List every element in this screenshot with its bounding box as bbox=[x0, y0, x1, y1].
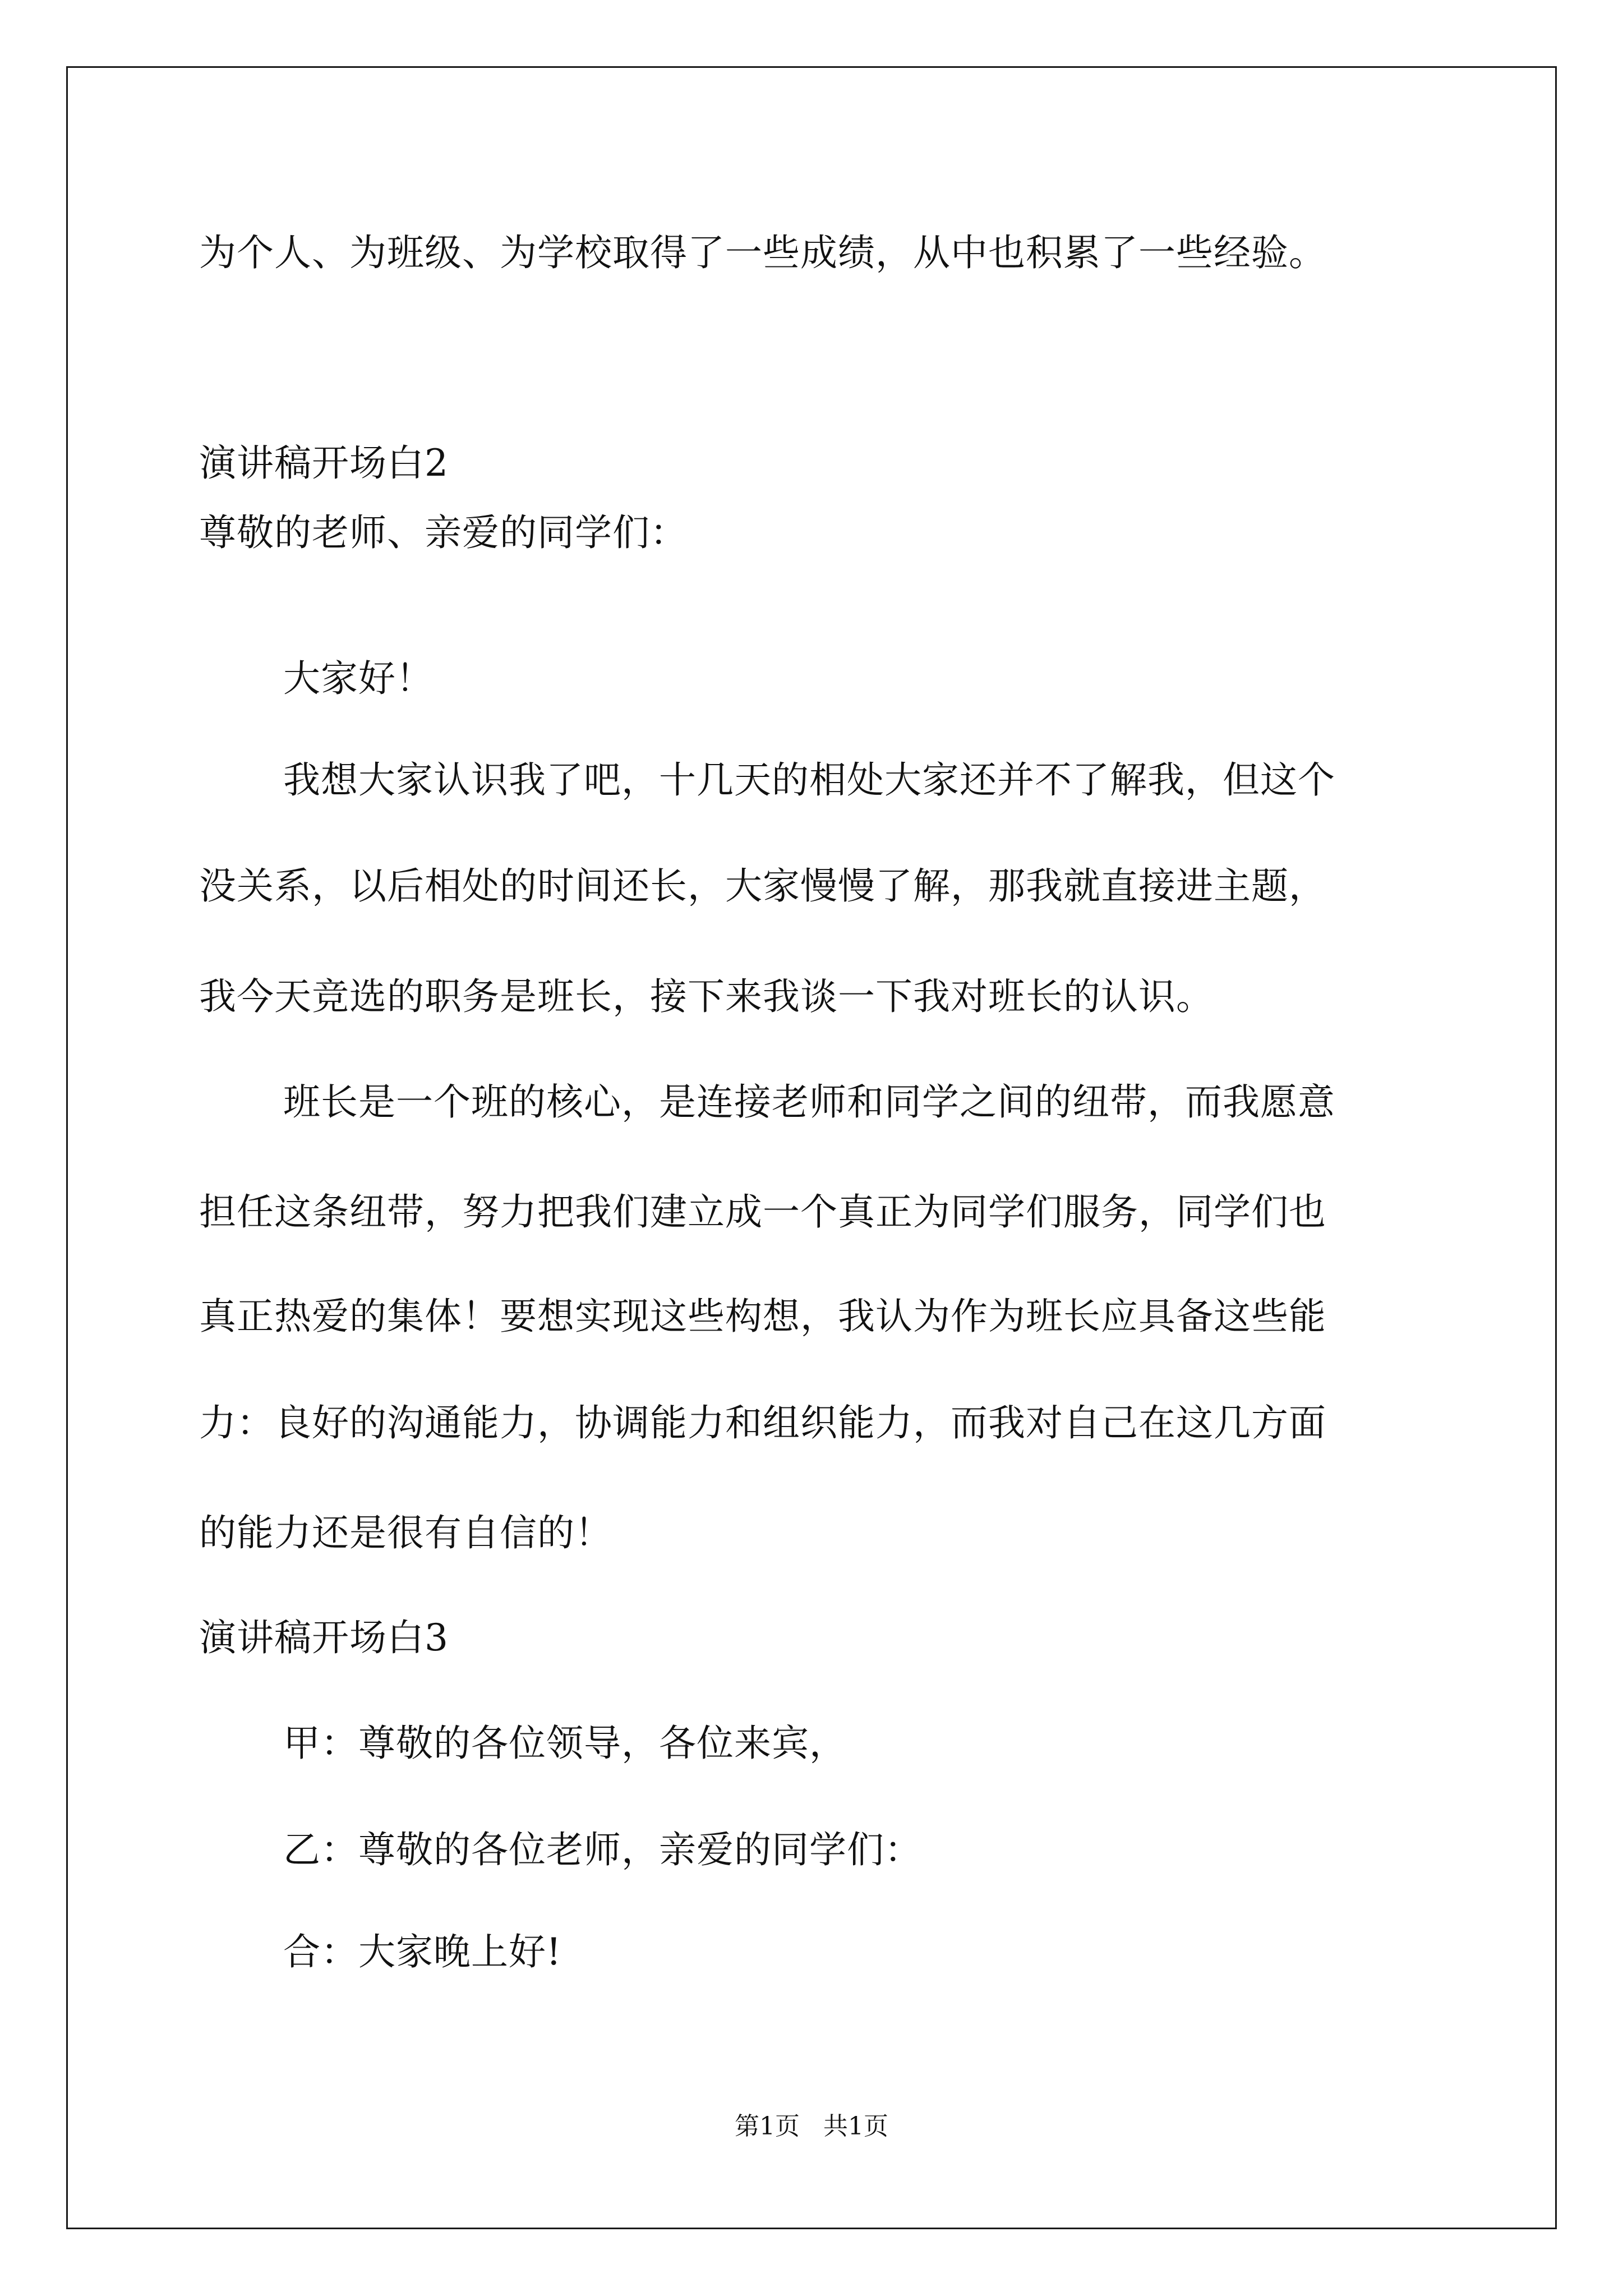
dialogue-line: 合：大家晚上好! bbox=[283, 1930, 562, 1973]
dialogue-line: 乙：尊敬的各位老师，亲爱的同学们： bbox=[283, 1828, 922, 1871]
section-heading: 演讲稿开场白3 bbox=[199, 1616, 449, 1659]
paragraph-line: 我想大家认识我了吧，十几天的相处大家还并不了解我，但这个 bbox=[283, 758, 1335, 802]
paragraph-line: 担任这条纽带，努力把我们建立成一个真正为同学们服务，同学们也 bbox=[199, 1190, 1326, 1234]
paragraph-line: 真正热爱的集体！要想实现这些构想，我认为作为班长应具备这些能 bbox=[199, 1295, 1326, 1338]
greeting: 大家好！ bbox=[283, 657, 434, 700]
salutation: 尊敬的老师、亲爱的同学们： bbox=[199, 511, 688, 554]
section-heading: 演讲稿开场白2 bbox=[199, 441, 449, 485]
paragraph-line: 我今天竞选的职务是班长，接下来我谈一下我对班长的认识。 bbox=[199, 975, 1214, 1018]
dialogue-line: 甲：尊敬的各位领导，各位来宾， bbox=[283, 1722, 847, 1765]
page-border bbox=[66, 66, 1557, 2229]
paragraph-line: 的能力还是很有自信的！ bbox=[199, 1511, 612, 1554]
paragraph-line: 力：良好的沟通能力，协调能力和组织能力，而我对自己在这几方面 bbox=[199, 1401, 1326, 1444]
paragraph-line: 班长是一个班的核心，是连接老师和同学之间的纽带，而我愿意 bbox=[283, 1080, 1335, 1124]
paragraph-line: 为个人、为班级、为学校取得了一些成绩，从中也积累了一些经验。 bbox=[199, 231, 1326, 274]
page-number-footer: 第1页 共1页 bbox=[735, 2112, 888, 2141]
paragraph-line: 没关系，以后相处的时间还长，大家慢慢了解，那我就直接进主题， bbox=[199, 864, 1326, 908]
